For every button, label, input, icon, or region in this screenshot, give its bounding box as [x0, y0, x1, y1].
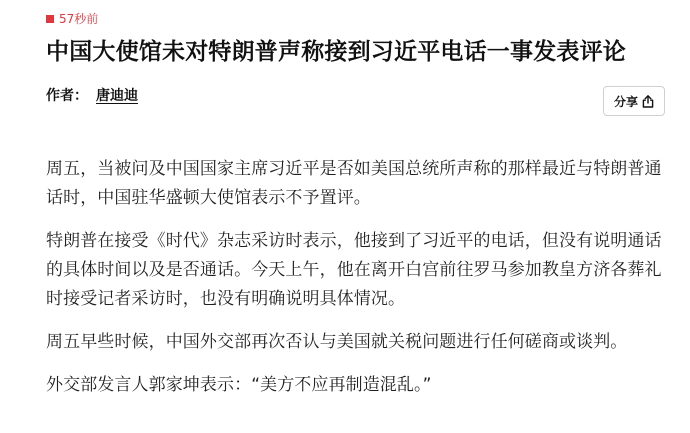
share-button[interactable]	[603, 86, 665, 116]
timestamp-row	[46, 11, 98, 27]
article-paragraph: 外交部发言人郭家坤表示：“美方不应再制造混乱。”	[46, 375, 432, 395]
author-link[interactable]: 唐迪迪	[96, 88, 138, 104]
share-icon	[642, 95, 654, 108]
byline-label: 作者：	[46, 88, 88, 104]
article-paragraph: 特朗普在接受《时代》杂志采访时表示，他接到了习近平的电话，但没有说明通话的具体时间以及是否通话。今天上午，他在离开白宫前往罗马参加教皇方济各葬礼时接受记者采访时，也没有明确说明具体情况。	[46, 231, 662, 309]
article-body	[46, 155, 666, 414]
article-headline: 中国大使馆未对特朗普声称接到习近平电话一事发表评论	[46, 39, 626, 65]
article-paragraph: 周五早些时候，中国外交部再次否认与美国就关税问题进行任何磋商或谈判。	[46, 332, 628, 352]
byline	[46, 86, 138, 106]
share-label: 分享	[613, 94, 638, 109]
article-paragraph: 周五，当被问及中国国家主席习近平是否如美国总统所声称的那样最近与特朗普通话时，中国驻华盛顿大使馆表示不予置评。	[46, 159, 662, 208]
timestamp: 57秒前	[59, 12, 99, 26]
live-indicator-icon	[46, 15, 54, 23]
